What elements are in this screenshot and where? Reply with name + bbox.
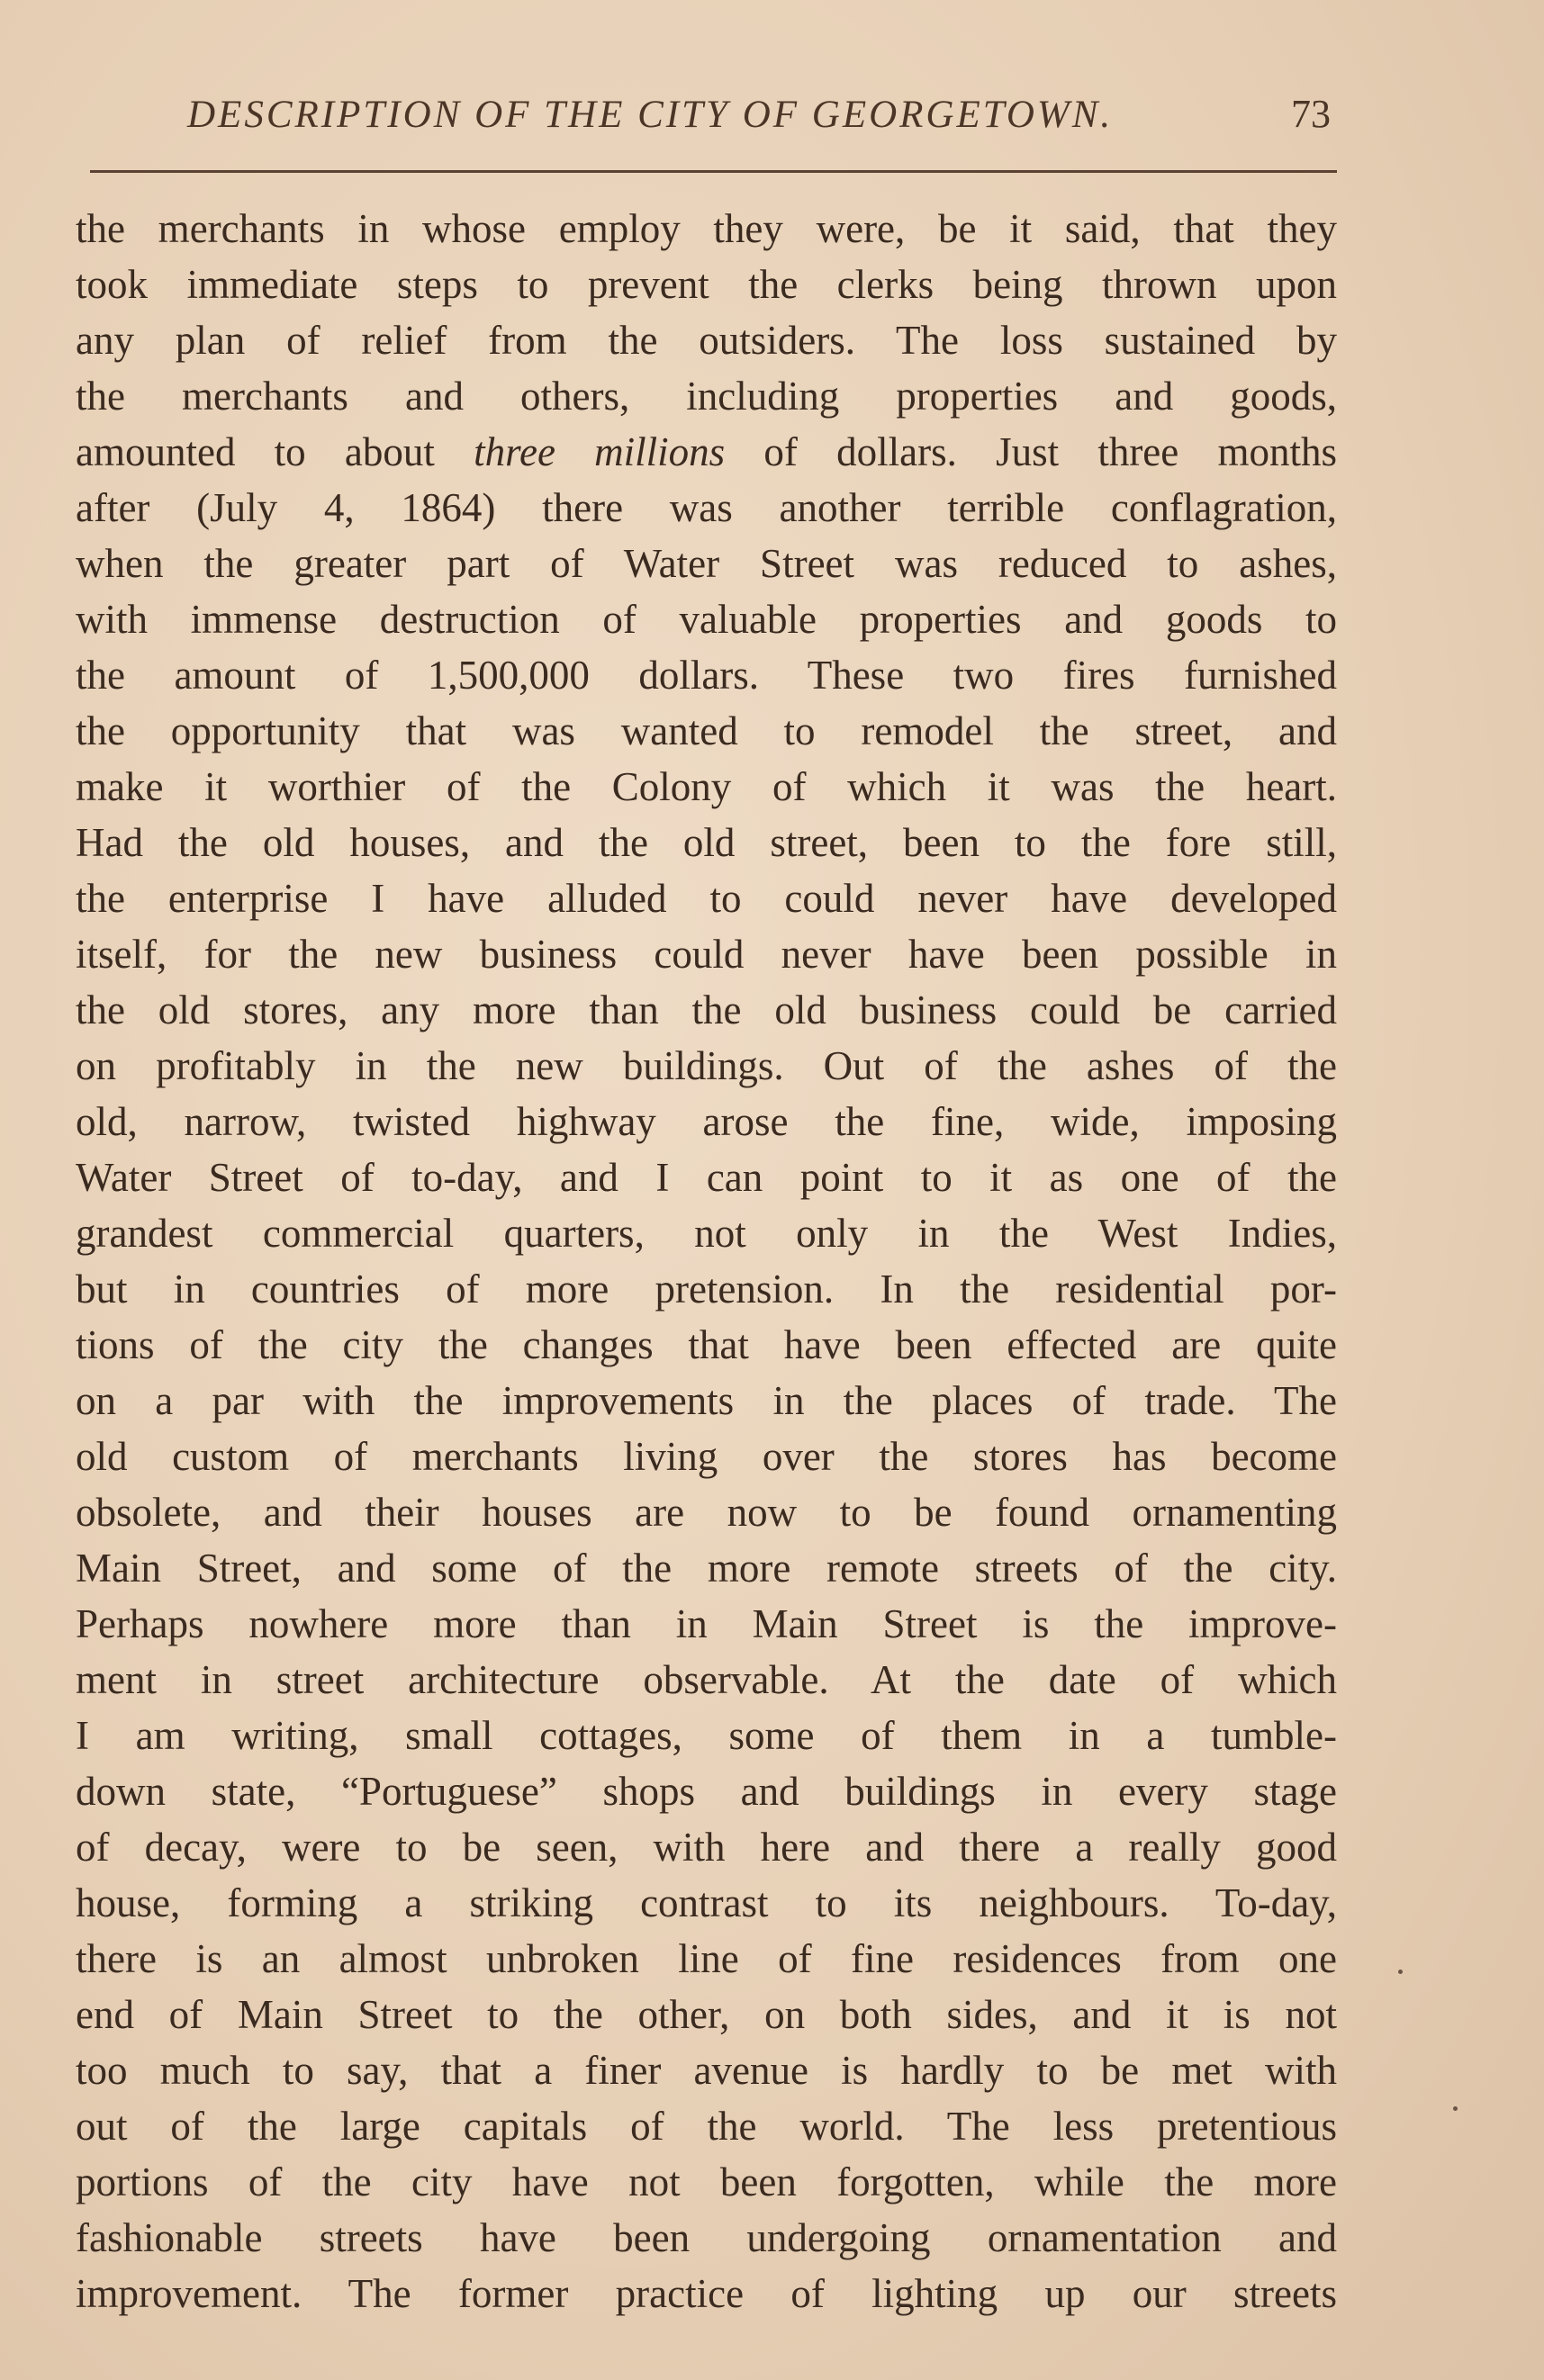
text-line: improvement. The former practice of lighting up our streets <box>76 2271 1337 2316</box>
text-line: any plan of relief from the outsiders. The loss sustained by <box>76 318 1337 363</box>
text-line: end of Main Street to the other, on both sides, and it is not <box>76 1992 1337 2037</box>
text-line: old custom of merchants living over the stores has become <box>76 1434 1337 1479</box>
text-line: too much to say, that a finer avenue is hardly to be met with <box>76 2048 1337 2093</box>
page-number: 73 <box>1291 92 1331 136</box>
text-line: of decay, were to be seen, with here and there a really good <box>76 1825 1337 1870</box>
text-line: the merchants and others, including properties and goods, <box>76 374 1337 419</box>
text-line: Main Street, and some of the more remote streets of the city. <box>76 1546 1337 1591</box>
text-line: fashionable streets have been undergoing ornamentation and <box>76 2215 1337 2260</box>
text-line: the merchants in whose employ they were, be it said, that they <box>76 206 1337 251</box>
text-line: I am writing, small cottages, some of them in a tumble- <box>76 1713 1337 1758</box>
text-line <box>76 424 1337 480</box>
header-rule <box>90 170 1337 173</box>
text-segment: amounted to about <box>76 429 474 474</box>
paper-speck <box>1453 2106 1458 2111</box>
text-line: tions of the city the changes that have been effected are quite <box>76 1322 1337 1367</box>
text-segment: of dollars. Just three months <box>725 429 1337 474</box>
text-line: Water Street of to-day, and I can point to it as one of the <box>76 1155 1337 1200</box>
running-head <box>187 93 1331 147</box>
paper-speck <box>1398 1970 1403 1974</box>
text-line: the old stores, any more than the old business could be carried <box>76 987 1337 1032</box>
text-line: Had the old houses, and the old street, been to the fore still, <box>76 820 1337 865</box>
text-line: out of the large capitals of the world. The less pretentious <box>76 2104 1337 2149</box>
text-line: itself, for the new business could never have been possible in <box>76 932 1337 977</box>
text-line: house, forming a striking contrast to its neighbours. To-day, <box>76 1880 1337 1925</box>
text-line: on profitably in the new buildings. Out of the ashes of the <box>76 1043 1337 1088</box>
running-title: DESCRIPTION OF THE CITY OF GEORGETOWN. <box>187 94 1114 136</box>
text-line: when the greater part of Water Street was reduced to ashes, <box>76 541 1337 586</box>
text-line: ment in street architecture observable. At the date of which <box>76 1657 1337 1702</box>
text-line: old, narrow, twisted highway arose the fine, wide, imposing <box>76 1099 1337 1144</box>
text-line: the enterprise I have alluded to could never have developed <box>76 876 1337 921</box>
text-line: obsolete, and their houses are now to be found ornamenting <box>76 1490 1337 1535</box>
text-line: grandest commercial quarters, not only in the West Indies, <box>76 1211 1337 1256</box>
body-text <box>76 201 1337 2321</box>
text-line: there is an almost unbroken line of fine residences from one <box>76 1936 1337 1981</box>
text-line: on a par with the improvements in the places of trade. The <box>76 1378 1337 1423</box>
text-line: portions of the city have not been forgotten, while the more <box>76 2159 1337 2204</box>
text-line: Perhaps nowhere more than in Main Street is the improve- <box>76 1601 1337 1646</box>
text-line: took immediate steps to prevent the clerks being thrown upon <box>76 262 1337 307</box>
text-line: the amount of 1,500,000 dollars. These two fires furnished <box>76 653 1337 698</box>
italic-emphasis: three millions <box>474 429 726 474</box>
text-line: after (July 4, 1864) there was another terrible conflagration, <box>76 485 1337 530</box>
text-line: make it worthier of the Colony of which it was the heart. <box>76 764 1337 809</box>
text-line: down state, “Portuguese” shops and buildings in every stage <box>76 1769 1337 1814</box>
text-line: with immense destruction of valuable properties and goods to <box>76 597 1337 642</box>
text-line: the opportunity that was wanted to remodel the street, and <box>76 708 1337 753</box>
text-line: but in countries of more pretension. In the residential por- <box>76 1267 1337 1312</box>
